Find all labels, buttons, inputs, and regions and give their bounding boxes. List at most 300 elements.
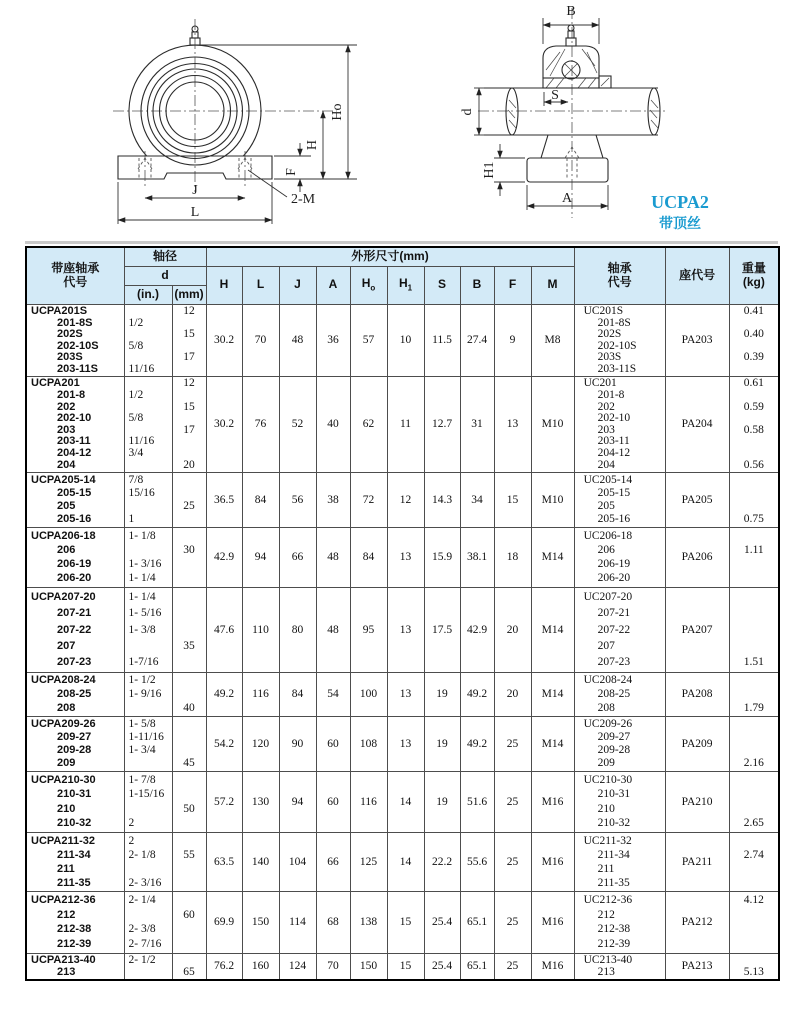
unit-code-cell-line: 212-38	[57, 923, 92, 936]
shaft-dia-in-cell-line	[125, 701, 172, 715]
dim-label-S: S	[551, 88, 559, 103]
bearing-code-cell	[574, 771, 665, 832]
shaft-dia-mm-cell-line	[173, 787, 206, 802]
weight-cell	[729, 953, 779, 980]
unit-code-cell-line: 205-16	[57, 513, 92, 525]
shaft-dia-in-cell-line: 1- 1/8	[128, 529, 156, 542]
shaft-dia-mm-cell-line: 55	[183, 848, 195, 861]
shaft-dia-mm-cell-line: 45	[183, 757, 195, 769]
weight-cell-line	[730, 731, 779, 744]
dim-label-L: L	[190, 205, 200, 220]
dim-Ho-cell: 116	[350, 771, 387, 832]
bearing-code-cell-line: 203S	[597, 351, 622, 363]
bearing-code-cell	[574, 832, 665, 891]
shaft-dia-mm-cell	[172, 891, 206, 953]
dim-B-cell: 65.1	[460, 953, 494, 980]
dim-S-cell: 19	[424, 771, 460, 832]
bearing-code-cell-line: 201-8S	[597, 317, 631, 329]
shaft-dia-mm-cell-line	[173, 447, 206, 459]
header-dim-L: L	[242, 266, 279, 304]
unit-code-cell-line: 212	[57, 908, 76, 921]
dim-L-cell: 130	[242, 771, 279, 832]
weight-cell-line	[730, 412, 779, 424]
weight-cell-line: 0.56	[743, 458, 764, 471]
header-dim-M: M	[531, 266, 574, 304]
bearing-code-cell-line: UC212-36	[583, 893, 633, 906]
dim-L-cell: 160	[242, 953, 279, 980]
housing-code-cell: PA212	[665, 891, 729, 953]
shaft-dia-in-cell-line: 1- 3/16	[128, 558, 162, 571]
weight-cell-line	[730, 907, 779, 922]
weight-cell-line	[730, 487, 779, 500]
shaft-dia-mm-cell-line	[173, 893, 206, 908]
shaft-dia-mm-cell	[172, 832, 206, 891]
table-row	[26, 304, 779, 376]
bearing-code-cell-line: 212	[597, 908, 615, 921]
header-weight: 重量 (kg)	[729, 247, 779, 304]
dim-H1-cell: 15	[387, 953, 424, 980]
unit-code-cell-line: UCPA207-20	[31, 590, 96, 603]
dim-H1-cell: 11	[387, 376, 424, 472]
unit-code-cell-line: UCPA201	[31, 377, 80, 390]
dim-H-cell: 30.2	[206, 304, 242, 376]
shaft-dia-in-cell-line: 1- 3/4	[128, 744, 156, 756]
shaft-dia-mm-cell-line: 15	[183, 400, 195, 413]
bearing-code-cell-line: 203-11S	[597, 363, 637, 375]
table-header	[26, 247, 779, 304]
dim-F-cell: 25	[494, 891, 531, 953]
header-mm: (mm)	[172, 285, 206, 304]
header-housing-code: 座代号	[665, 247, 729, 304]
dim-L-cell: 150	[242, 891, 279, 953]
bearing-code-cell-line: 208	[597, 701, 615, 714]
dim-A-cell: 48	[316, 587, 350, 672]
unit-code-cell	[26, 304, 124, 376]
weight-cell-line	[730, 834, 779, 848]
dim-S-cell: 25.4	[424, 953, 460, 980]
weight-cell	[729, 472, 779, 527]
shaft-dia-mm-cell-line: 35	[183, 639, 195, 652]
shaft-dia-in-cell-line	[125, 306, 172, 318]
dim-L-cell: 120	[242, 716, 279, 771]
dim-J-cell: 48	[279, 304, 316, 376]
dim-H1-cell: 12	[387, 472, 424, 527]
dim-H-cell: 47.6	[206, 587, 242, 672]
bearing-code-cell-line: 203-11	[597, 435, 630, 448]
weight-cell	[729, 716, 779, 771]
shaft-dia-mm-cell-line: 17	[183, 424, 195, 436]
dim-H1-cell: 14	[387, 832, 424, 891]
weight-cell-line	[730, 802, 779, 817]
dim-A-cell: 66	[316, 832, 350, 891]
series-note: 带顶丝	[659, 215, 701, 231]
weight-cell-line	[730, 474, 779, 487]
table-row	[26, 376, 779, 472]
dim-F-cell: 25	[494, 953, 531, 980]
table-row	[26, 771, 779, 832]
bearing-code-cell-line: 207-22	[597, 623, 631, 636]
shaft-dia-in-cell-line	[125, 459, 172, 471]
unit-code-cell-line: 204	[57, 458, 76, 471]
shaft-dia-in-cell-line: 1	[128, 513, 135, 525]
front-view-drawing	[95, 6, 395, 236]
unit-code-cell	[26, 891, 124, 953]
dim-F-cell: 25	[494, 771, 531, 832]
bearing-code-cell	[574, 672, 665, 716]
weight-cell-line	[730, 317, 779, 329]
header-d: d	[124, 266, 206, 285]
dim-M-cell: M16	[531, 832, 574, 891]
dim-Ho-cell: 84	[350, 527, 387, 587]
weight-cell-line: 0.75	[743, 513, 764, 525]
housing-code-cell: PA206	[665, 527, 729, 587]
housing-code-cell: PA209	[665, 716, 729, 771]
unit-code-cell-line: 206-20	[57, 572, 92, 585]
dim-S-cell: 11.5	[424, 304, 460, 376]
shaft-dia-in-cell-line: 1- 1/4	[128, 590, 156, 603]
dim-M-cell: M10	[531, 472, 574, 527]
weight-cell-line	[730, 862, 779, 876]
weight-cell-line: 1.79	[743, 701, 764, 714]
shaft-dia-mm-cell-line: 40	[183, 701, 195, 714]
weight-cell-line: 2.65	[743, 817, 764, 830]
shaft-dia-mm-cell-line: 25	[183, 500, 195, 512]
weight-cell	[729, 672, 779, 716]
weight-cell	[729, 376, 779, 472]
bearing-code-cell-line: 205-16	[597, 513, 631, 525]
unit-code-cell-line: 211	[57, 862, 75, 875]
bearing-code-cell-line: 207-23	[597, 656, 631, 669]
shaft-dia-in-cell-line: 2- 7/16	[128, 938, 162, 951]
dim-F-cell: 20	[494, 587, 531, 672]
unit-code-cell-line: UCPA206-18	[31, 529, 96, 542]
series-code: UCPA2	[651, 192, 709, 212]
bearing-code-cell	[574, 716, 665, 771]
unit-code-cell-line: 202	[57, 400, 76, 413]
shaft-dia-in-cell	[124, 376, 172, 472]
dim-H1-cell: 13	[387, 587, 424, 672]
weight-cell-line	[730, 674, 779, 688]
shaft-dia-in-cell-line: 2- 3/16	[128, 876, 162, 889]
shaft-dia-in-cell-line: 2- 1/4	[128, 893, 156, 906]
table-row	[26, 587, 779, 672]
shaft-dia-mm-cell	[172, 953, 206, 980]
bearing-code-cell-line: 210-31	[597, 788, 631, 801]
bearing-code-cell-line: 204-12	[597, 447, 631, 459]
shaft-dia-in-cell-line	[125, 862, 172, 876]
shaft-dia-in-cell	[124, 587, 172, 672]
bearing-code-cell-line: 204	[597, 458, 615, 471]
dim-S-cell: 12.7	[424, 376, 460, 472]
dim-label-H: H	[305, 139, 320, 151]
shaft-dia-in-cell	[124, 716, 172, 771]
bearing-code-cell-line: 202S	[597, 328, 622, 340]
dim-M-cell: M14	[531, 672, 574, 716]
header-dim-S: S	[424, 266, 460, 304]
shaft-dia-in-cell-line: 1/2	[128, 389, 144, 401]
unit-code-cell-line: 203S	[57, 351, 83, 363]
bearing-code-cell	[574, 527, 665, 587]
shaft-dia-in-cell-line: 15/16	[128, 487, 155, 499]
unit-code-cell-line: UCPA208-24	[31, 674, 96, 687]
shaft-dia-in-cell-line: 2- 1/2	[128, 954, 156, 967]
shaft-dia-mm-cell-line: 50	[183, 802, 195, 815]
unit-code-cell-line: 208	[57, 701, 76, 714]
weight-cell	[729, 891, 779, 953]
unit-code-cell-line: 209	[57, 757, 76, 769]
dim-A-cell: 48	[316, 527, 350, 587]
table-row	[26, 672, 779, 716]
weight-cell-line: 5.13	[743, 966, 764, 979]
shaft-dia-mm-cell-line	[173, 340, 206, 352]
housing-code-cell: PA204	[665, 376, 729, 472]
dim-S-cell: 19	[424, 672, 460, 716]
dim-H-cell: 49.2	[206, 672, 242, 716]
shaft-dia-mm-cell-line	[173, 816, 206, 831]
shaft-dia-mm-cell	[172, 587, 206, 672]
bearing-code-cell-line: 211	[597, 862, 615, 875]
dim-Ho-cell: 72	[350, 472, 387, 527]
dim-F-cell: 25	[494, 832, 531, 891]
unit-code-cell-line: 204-12	[57, 447, 92, 459]
dim-Ho-cell: 108	[350, 716, 387, 771]
shaft-dia-mm-cell	[172, 672, 206, 716]
shaft-dia-in-cell-line: 2	[128, 834, 135, 847]
dim-B-cell: 51.6	[460, 771, 494, 832]
weight-cell	[729, 527, 779, 587]
shaft-dia-in-cell-line: 1/2	[128, 317, 144, 329]
bearing-code-cell-line: 201-8	[597, 389, 625, 401]
dim-M-cell: M16	[531, 771, 574, 832]
dim-M-cell: M16	[531, 891, 574, 953]
bearing-code-cell-line: UC211-32	[583, 834, 632, 847]
housing-code-cell: PA205	[665, 472, 729, 527]
bearing-code-cell-line: UC213-40	[583, 954, 633, 967]
weight-cell-line: 0.59	[743, 400, 764, 413]
weight-cell-line	[730, 638, 779, 654]
dim-J-cell: 114	[279, 891, 316, 953]
dim-M-cell: M8	[531, 304, 574, 376]
weight-cell-line: 4.12	[743, 893, 764, 906]
dim-J-cell: 104	[279, 832, 316, 891]
unit-code-cell-line: 211-34	[57, 848, 91, 861]
shaft-dia-in-cell	[124, 472, 172, 527]
bearing-code-cell-line: 207	[597, 639, 615, 652]
dim-F-cell: 15	[494, 472, 531, 527]
bearing-code-cell-line: 203	[597, 424, 615, 436]
shaft-dia-in-cell-line: 2	[128, 817, 135, 830]
dim-L-cell: 110	[242, 587, 279, 672]
shaft-dia-mm-cell-line	[173, 571, 206, 585]
dim-J-cell: 94	[279, 771, 316, 832]
shaft-dia-in-cell-line	[125, 543, 172, 557]
weight-cell-line	[730, 500, 779, 513]
dim-A-cell: 40	[316, 376, 350, 472]
header-dim-Ho: $H_o$	[350, 266, 387, 304]
unit-code-cell	[26, 953, 124, 980]
shaft-dia-in-cell	[124, 527, 172, 587]
weight-cell-line	[730, 773, 779, 788]
bearing-code-cell-line: 212-39	[597, 938, 631, 951]
unit-code-cell-line: UCPA211-32	[31, 834, 95, 847]
dim-B-cell: 27.4	[460, 304, 494, 376]
weight-cell-line: 0.61	[743, 377, 764, 390]
weight-cell-line: 2.74	[743, 848, 764, 861]
shaft-dia-in-cell	[124, 672, 172, 716]
weight-cell-line: 1.11	[743, 543, 764, 556]
bearing-code-cell-line: 211-34	[597, 848, 630, 861]
bearing-code-cell-line: 202	[597, 400, 615, 413]
unit-code-cell	[26, 527, 124, 587]
shaft-dia-mm-cell-line	[173, 876, 206, 890]
bearing-code-cell	[574, 376, 665, 472]
dim-H-cell: 57.2	[206, 771, 242, 832]
dim-B-cell: 49.2	[460, 716, 494, 771]
unit-code-cell	[26, 672, 124, 716]
unit-code-cell	[26, 832, 124, 891]
shaft-dia-in-cell	[124, 891, 172, 953]
housing-code-cell: PA203	[665, 304, 729, 376]
shaft-dia-in-cell-line: 1-15/16	[128, 788, 165, 801]
shaft-dia-in-cell-line: 2- 3/8	[128, 923, 156, 936]
unit-code-cell-line: 209-28	[57, 744, 92, 756]
dim-J-cell: 90	[279, 716, 316, 771]
shaft-dia-in-cell-line: 1- 5/16	[128, 607, 162, 620]
dim-A-cell: 68	[316, 891, 350, 953]
weight-cell-line	[730, 571, 779, 585]
shaft-dia-in-cell-line: 1-7/16	[128, 656, 159, 669]
shaft-dia-mm-cell	[172, 376, 206, 472]
weight-cell-line: 0.40	[743, 328, 764, 340]
dim-A-cell: 70	[316, 953, 350, 980]
header-dim-H1: $H_1$	[387, 266, 424, 304]
shaft-dia-in-cell-line	[125, 802, 172, 817]
shaft-dia-in-cell-line: 2- 1/8	[128, 848, 156, 861]
shaft-dia-mm-cell-line	[173, 674, 206, 688]
weight-cell-line	[730, 436, 779, 448]
bearing-code-cell	[574, 953, 665, 980]
shaft-dia-in-cell-line: 1- 5/8	[128, 718, 156, 730]
weight-cell-line: 0.39	[743, 351, 764, 363]
dim-S-cell: 22.2	[424, 832, 460, 891]
shaft-dia-mm-cell	[172, 716, 206, 771]
bearing-code-cell-line: 205-15	[597, 487, 631, 499]
weight-cell-line	[730, 621, 779, 637]
unit-code-cell-line: 212-39	[57, 938, 92, 951]
dim-label-Ho: Ho	[330, 103, 345, 121]
housing-code-cell: PA207	[665, 587, 729, 672]
table-row	[26, 953, 779, 980]
header-bearing-code: 轴承 代号	[574, 247, 665, 304]
shaft-dia-mm-cell-line: 17	[183, 351, 195, 363]
bearing-code-cell-line: 211-35	[597, 876, 630, 889]
shaft-dia-mm-cell-line	[173, 317, 206, 329]
shaft-dia-mm-cell-line	[173, 474, 206, 487]
dim-Ho-cell: 150	[350, 953, 387, 980]
weight-cell-line	[730, 687, 779, 701]
table-row	[26, 472, 779, 527]
weight-cell	[729, 832, 779, 891]
shaft-dia-mm-cell-line	[173, 529, 206, 543]
unit-code-cell-line: 205	[57, 500, 76, 512]
unit-code-cell-line: 202-10	[57, 412, 92, 424]
shaft-dia-mm-cell-line	[173, 436, 206, 448]
shaft-dia-in-cell-line: 11/16	[128, 435, 155, 448]
shaft-dia-mm-cell-line	[173, 773, 206, 788]
header-dims-title: 外形尺寸(mm)	[206, 247, 574, 266]
dim-label-F: F	[284, 168, 299, 176]
weight-cell-line: 0.41	[743, 305, 764, 317]
shaft-dia-in-cell-line: 11/16	[128, 363, 155, 375]
dim-label-2M: 2-M	[291, 192, 316, 207]
housing-code-cell: PA211	[665, 832, 729, 891]
shaft-dia-in-cell-line: 5/8	[128, 412, 144, 424]
bearing-code-cell-line: 210-32	[597, 817, 631, 830]
header-dim-F: F	[494, 266, 531, 304]
dim-Ho-cell: 125	[350, 832, 387, 891]
unit-code-cell-line: UCPA209-26	[31, 718, 96, 730]
weight-cell-line	[730, 605, 779, 621]
shaft-dia-in-cell-line	[125, 966, 172, 978]
shaft-dia-in-cell-line: 1- 1/4	[128, 572, 156, 585]
dim-label-J: J	[192, 183, 198, 198]
dim-H-cell: 76.2	[206, 953, 242, 980]
weight-cell-line	[730, 589, 779, 605]
shaft-dia-mm-cell-line: 12	[183, 305, 195, 317]
housing-code-cell: PA210	[665, 771, 729, 832]
dim-H1-cell: 14	[387, 771, 424, 832]
dim-A-cell: 60	[316, 716, 350, 771]
bearing-code-cell-line: UC201	[583, 377, 617, 390]
unit-code-cell-line: 210-31	[57, 788, 92, 801]
weight-cell-line	[730, 718, 779, 731]
shaft-dia-mm-cell-line: 60	[183, 908, 195, 921]
bearing-code-cell-line: 207-21	[597, 607, 631, 620]
unit-code-cell-line: 206-19	[57, 558, 92, 571]
dim-M-cell: M10	[531, 376, 574, 472]
dim-J-cell: 80	[279, 587, 316, 672]
weight-cell-line	[730, 744, 779, 757]
dim-H1-cell: 13	[387, 672, 424, 716]
shaft-dia-mm-cell	[172, 527, 206, 587]
header-shaft-dia: 轴径	[124, 247, 206, 266]
shaft-dia-mm-cell	[172, 472, 206, 527]
unit-code-cell-line: 207	[57, 639, 76, 652]
dim-label-A: A	[561, 191, 573, 206]
shaft-dia-mm-cell-line	[173, 718, 206, 731]
bearing-code-cell-line: UC205-14	[583, 474, 633, 486]
dim-F-cell: 25	[494, 716, 531, 771]
unit-code-cell-line: 203	[57, 424, 76, 436]
dim-L-cell: 94	[242, 527, 279, 587]
dim-M-cell: M14	[531, 527, 574, 587]
shaft-dia-in-cell-line: 1-11/16	[128, 731, 164, 743]
dim-S-cell: 14.3	[424, 472, 460, 527]
header-unit-code: 带座轴承 代号	[26, 247, 124, 304]
header-dim-J: J	[279, 266, 316, 304]
unit-code-cell	[26, 771, 124, 832]
shaft-dia-mm-cell-line	[173, 862, 206, 876]
bearing-code-cell-line: UC201S	[583, 305, 624, 317]
shaft-dia-in-cell-line: 5/8	[128, 340, 144, 352]
shaft-dia-mm-cell-line	[173, 487, 206, 500]
shaft-dia-mm-cell-line	[173, 621, 206, 637]
dim-H-cell: 36.5	[206, 472, 242, 527]
dim-label-B: B	[566, 4, 576, 19]
dim-H1-cell: 15	[387, 891, 424, 953]
dim-B-cell: 55.6	[460, 832, 494, 891]
header-inch: (in.)	[124, 285, 172, 304]
